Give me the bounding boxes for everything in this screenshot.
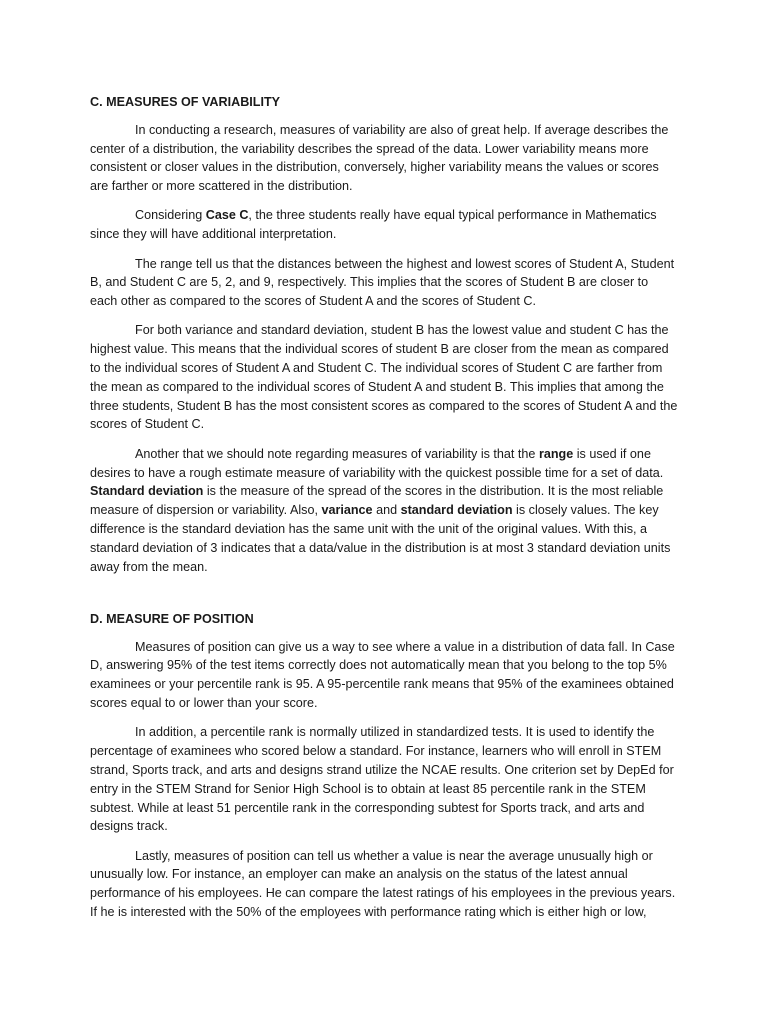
section-d-paragraph-3: Lastly, measures of position can tell us whether a value is near the average unusually high or unusually low. For instance, an employer can make an analysis on the status of the latest annual performance of his employees. He can compare the latest ratings of his employees in the previous years. If he is interested with the 50% of the employees with performance rating which is either high or low, [90, 848, 676, 919]
text-run: Another that we should note regarding measures of variability is that the [135, 446, 539, 461]
bold-term-standard-deviation: Standard deviation [90, 484, 204, 499]
section-d-heading: D. MEASURE OF POSITION [90, 611, 254, 626]
text-run: and [372, 503, 401, 518]
document-body [90, 93, 678, 932]
section-c-paragraph-3: The range tell us that the distances between the highest and lowest scores of Student A, Student B, and Student C are 5, 2, and 9, respectively. This implies that the scores of Student B are closer to each other as compared to the scores of Student A and the scores of Student C. [90, 256, 675, 309]
bold-term-standard-deviation-2: standard deviation [400, 503, 513, 518]
text-run: Considering [135, 208, 206, 223]
section-c-paragraph-4: For both variance and standard deviation, student B has the lowest value and student C has the highest value. This means that the individual scores of student B are closer from the mean as compared to the individual scores of Student A and Student C. The individual scores of Student C are farther from the mean as compared to the individual scores of Student A and student B. This implies that among the three students, Student B has the most consistent scores as compared to the scores of Student A and the scores of Student C. [90, 323, 678, 432]
section-c-heading: C. MEASURES OF VARIABILITY [90, 95, 281, 109]
bold-term-range: range [538, 446, 574, 461]
section-c-paragraph-5 [90, 445, 678, 577]
bold-term-case-c: Case C [205, 208, 249, 223]
section-spacer [90, 587, 678, 610]
bold-term-variance: variance [321, 503, 373, 518]
section-c-paragraph-2 [90, 206, 678, 244]
section-c-paragraph-1: In conducting a research, measures of variability are also of great help. If average describes the center of a distribution, the variability describes the spread of the data. Lower variability means more consistent or closer values in the distribution, conversely, higher variability means the values or scores are farther or more scattered in the distribution. [90, 122, 669, 194]
text-run: is used if one desires to have a rough estimate measure of variability with the quickest possible time for a set of data. [90, 446, 664, 480]
section-d-paragraph-2: In addition, a percentile rank is normally utilized in standardized tests. It is used to identify the percentage of examinees who scored below a standard. For instance, learners who will enroll in STEM strand, Sports track, and arts and designs strand utilize the NCAE results. One criterion set by DepEd for entry in the STEM Strand for Senior High School is to obtain at least 85 percentile rank in the STEM subtest. While at least 51 percentile rank in the corresponding subtest for Sports track, and arts and designs track. [90, 725, 674, 834]
section-d-paragraph-1: Measures of position can give us a way to see where a value in a distribution of data fall. In Case D, answering 95% of the test items correctly does not automatically mean that you belong to the top 5% examinees or your percentile rank is 95. A 95-percentile rank means that 95% of the examinees obtained scores equal to or lower than your score. [90, 639, 675, 711]
text-run: is the measure of the spread of the scores in the distribution. It is the most reliable measure of dispersion or variability. Also, [90, 484, 664, 518]
text-run: is closely values. The key difference is the standard deviation has the same unit with the unit of the original values. With this, a standard deviation of 3 indicates that a data/value in the distribution is at most 3 standard deviation units away from the mean. [90, 503, 671, 574]
text-run: , the three students really have equal typical performance in Mathematics since they will have additional interpretation. [90, 208, 657, 242]
